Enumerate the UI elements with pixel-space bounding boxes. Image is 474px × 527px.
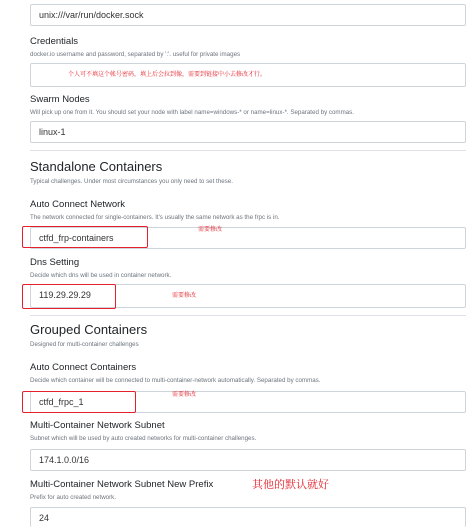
highlight-box — [22, 284, 116, 309]
auto-connect-network-annotation: 需要修改 — [198, 227, 223, 233]
auto-connect-containers-input[interactable]: ctfd_frpc_1 — [30, 391, 466, 413]
highlight-box — [22, 391, 136, 413]
dns-setting-input[interactable]: 119.29.29.29 — [30, 284, 466, 308]
standalone-section-subtitle: Typical challenges. Under most circumstances you only need to set these. — [30, 178, 233, 185]
dns-setting-annotation: 需要修改 — [172, 293, 197, 299]
auto-connect-containers-annotation: 需要修改 — [172, 392, 197, 398]
credentials-help: docker.io username and password, separated by ':'. useful for private images — [30, 51, 241, 58]
auto-connect-containers-label: Auto Connect Containers — [30, 362, 137, 373]
multi-subnet-prefix-label: Multi-Container Network Subnet New Prefix — [30, 479, 214, 490]
credentials-label: Credentials — [30, 36, 79, 47]
swarm-nodes-input[interactable]: linux-1 — [30, 121, 466, 143]
swarm-nodes-help: Will pick up one from it. You should set your node with label name=windows-* or name=linux-*. Separated by commas. — [30, 109, 354, 116]
docker-url-input[interactable]: unix:///var/run/docker.sock — [30, 4, 466, 26]
auto-connect-network-help: The network connected for single-containers. It's usually the same network as the frpc is in. — [30, 214, 280, 221]
multi-subnet-input[interactable]: 174.1.0.0/16 — [30, 449, 466, 471]
highlight-box — [22, 226, 148, 248]
dns-setting-help: Decide which dns will be used in container network. — [30, 272, 172, 279]
standalone-section-title: Standalone Containers — [30, 159, 163, 174]
auto-connect-containers-help: Decide which container will be connected to multi-container-network automatically. Separated by commas. — [30, 377, 321, 384]
credentials-annotation: 个人可不填这个帐号密码，填上后会拉到像，需要到链接中小去修改才行。 — [68, 72, 267, 78]
divider — [30, 150, 466, 151]
swarm-nodes-label: Swarm Nodes — [30, 94, 90, 105]
grouped-section-title: Grouped Containers — [30, 322, 148, 337]
multi-subnet-prefix-input[interactable]: 24 — [30, 507, 466, 527]
grouped-section-subtitle: Designed for multi-container challenges — [30, 341, 139, 348]
auto-connect-network-input[interactable]: ctfd_frp-containers — [30, 227, 466, 249]
divider — [30, 315, 466, 316]
multi-subnet-label: Multi-Container Network Subnet — [30, 420, 165, 431]
defaults-annotation: 其他的默认就好 — [252, 478, 329, 491]
dns-setting-label: Dns Setting — [30, 257, 80, 268]
multi-subnet-prefix-help: Prefix for auto created network. — [30, 494, 116, 501]
multi-subnet-help: Subnet which will be used by auto created networks for multi-container challenges. — [30, 435, 257, 442]
auto-connect-network-label: Auto Connect Network — [30, 199, 126, 210]
